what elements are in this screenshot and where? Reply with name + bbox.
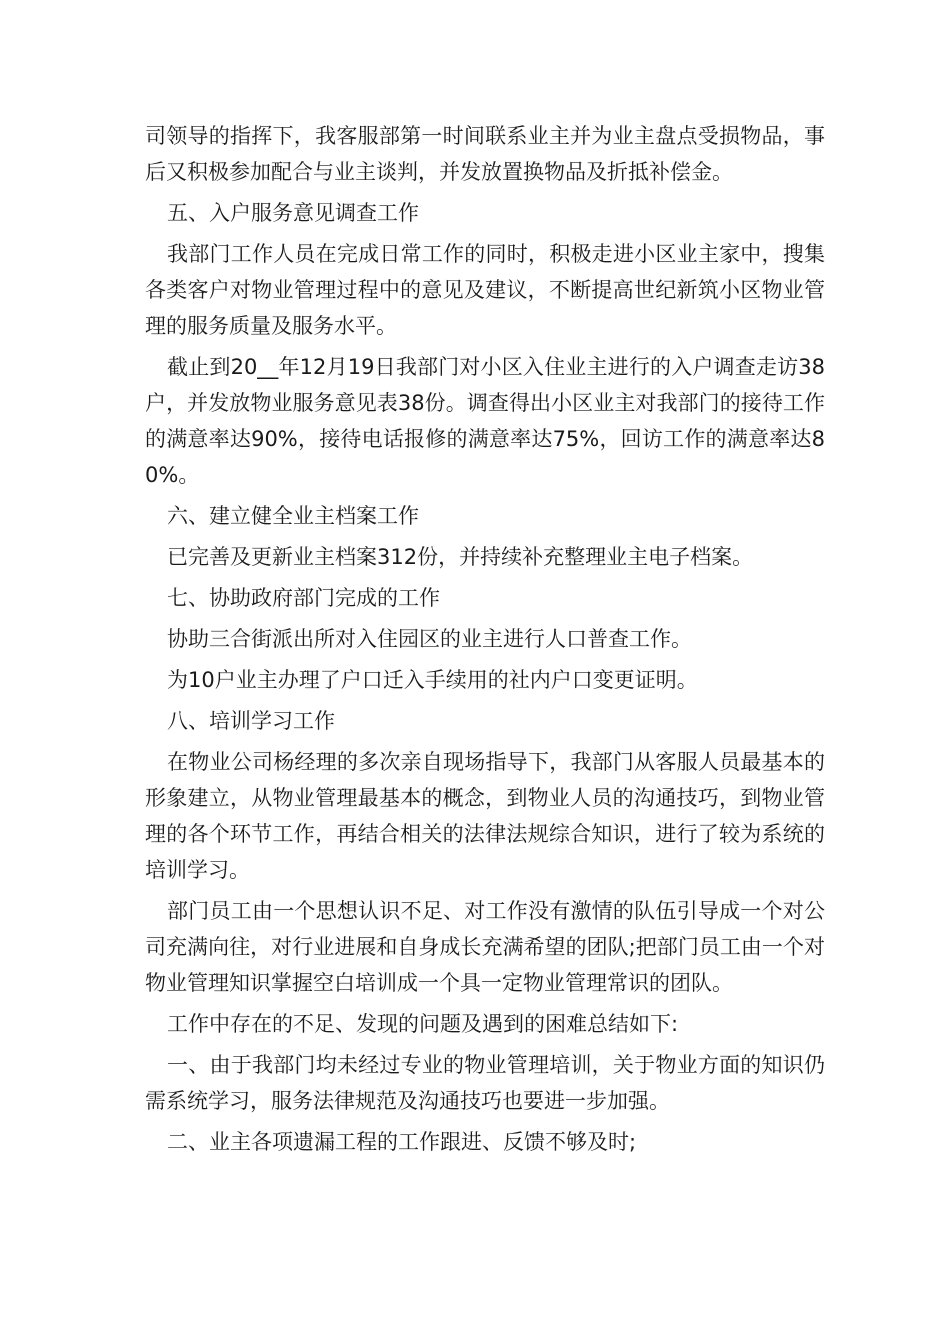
document-body (145, 118, 825, 1160)
paragraph: 在物业公司杨经理的多次亲自现场指导下，我部门从客服人员最基本的形象建立，从物业管理最基本的概念，到物业人员的沟通技巧，到物业管理的各个环节工作，再结合相关的法律法规综合知识，进行了较为系统的培训学习。 (145, 750, 825, 882)
issue-item-1: 一、由于我部门均未经过专业的物业管理培训，关于物业方面的知识仍需系统学习，服务法律规范及沟通技巧也要进一步加强。 (145, 1053, 825, 1113)
issue-item-2: 二、业主各项遗漏工程的工作跟进、反馈不够及时; (167, 1130, 637, 1154)
section-heading-7: 七、协助政府部门完成的工作 (167, 586, 441, 610)
section-heading-8: 八、培训学习工作 (167, 709, 336, 733)
paragraph: 协助三合街派出所对入住园区的业主进行人口普查工作。 (167, 627, 693, 651)
paragraph: 为10户业主办理了户口迁入手续用的社内户口变更证明。 (167, 668, 698, 692)
paragraph: 截止到20__年12月19日我部门对小区入住业主进行的入户调查走访38户，并发放物业服务意见表38份。调查得出小区业主对我部门的接待工作的满意率达90%，接待电话报修的满意率达75%，回访工作的满意率达80%。 (145, 355, 825, 487)
summary-intro: 工作中存在的不足、发现的问题及遇到的困难总结如下: (167, 1012, 679, 1036)
section-heading-5: 五、入户服务意见调查工作 (167, 201, 420, 225)
paragraph: 部门员工由一个思想认识不足、对工作没有激情的队伍引导成一个对公司充满向往，对行业进展和自身成长充满希望的团队;把部门员工由一个对物业管理知识掌握空白培训成一个具一定物业管理常识的团队。 (145, 899, 825, 995)
paragraph: 已完善及更新业主档案312份，并持续补充整理业主电子档案。 (167, 545, 754, 569)
section-heading-6: 六、建立健全业主档案工作 (167, 504, 420, 528)
paragraph-continuation: 司领导的指挥下，我客服部第一时间联系业主并为业主盘点受损物品，事后又积极参加配合与业主谈判，并发放置换物品及折抵补偿金。 (145, 124, 825, 184)
paragraph: 我部门工作人员在完成日常工作的同时，积极走进小区业主家中，搜集各类客户对物业管理过程中的意见及建议，不断提高世纪新筑小区物业管理的服务质量及服务水平。 (145, 242, 825, 338)
